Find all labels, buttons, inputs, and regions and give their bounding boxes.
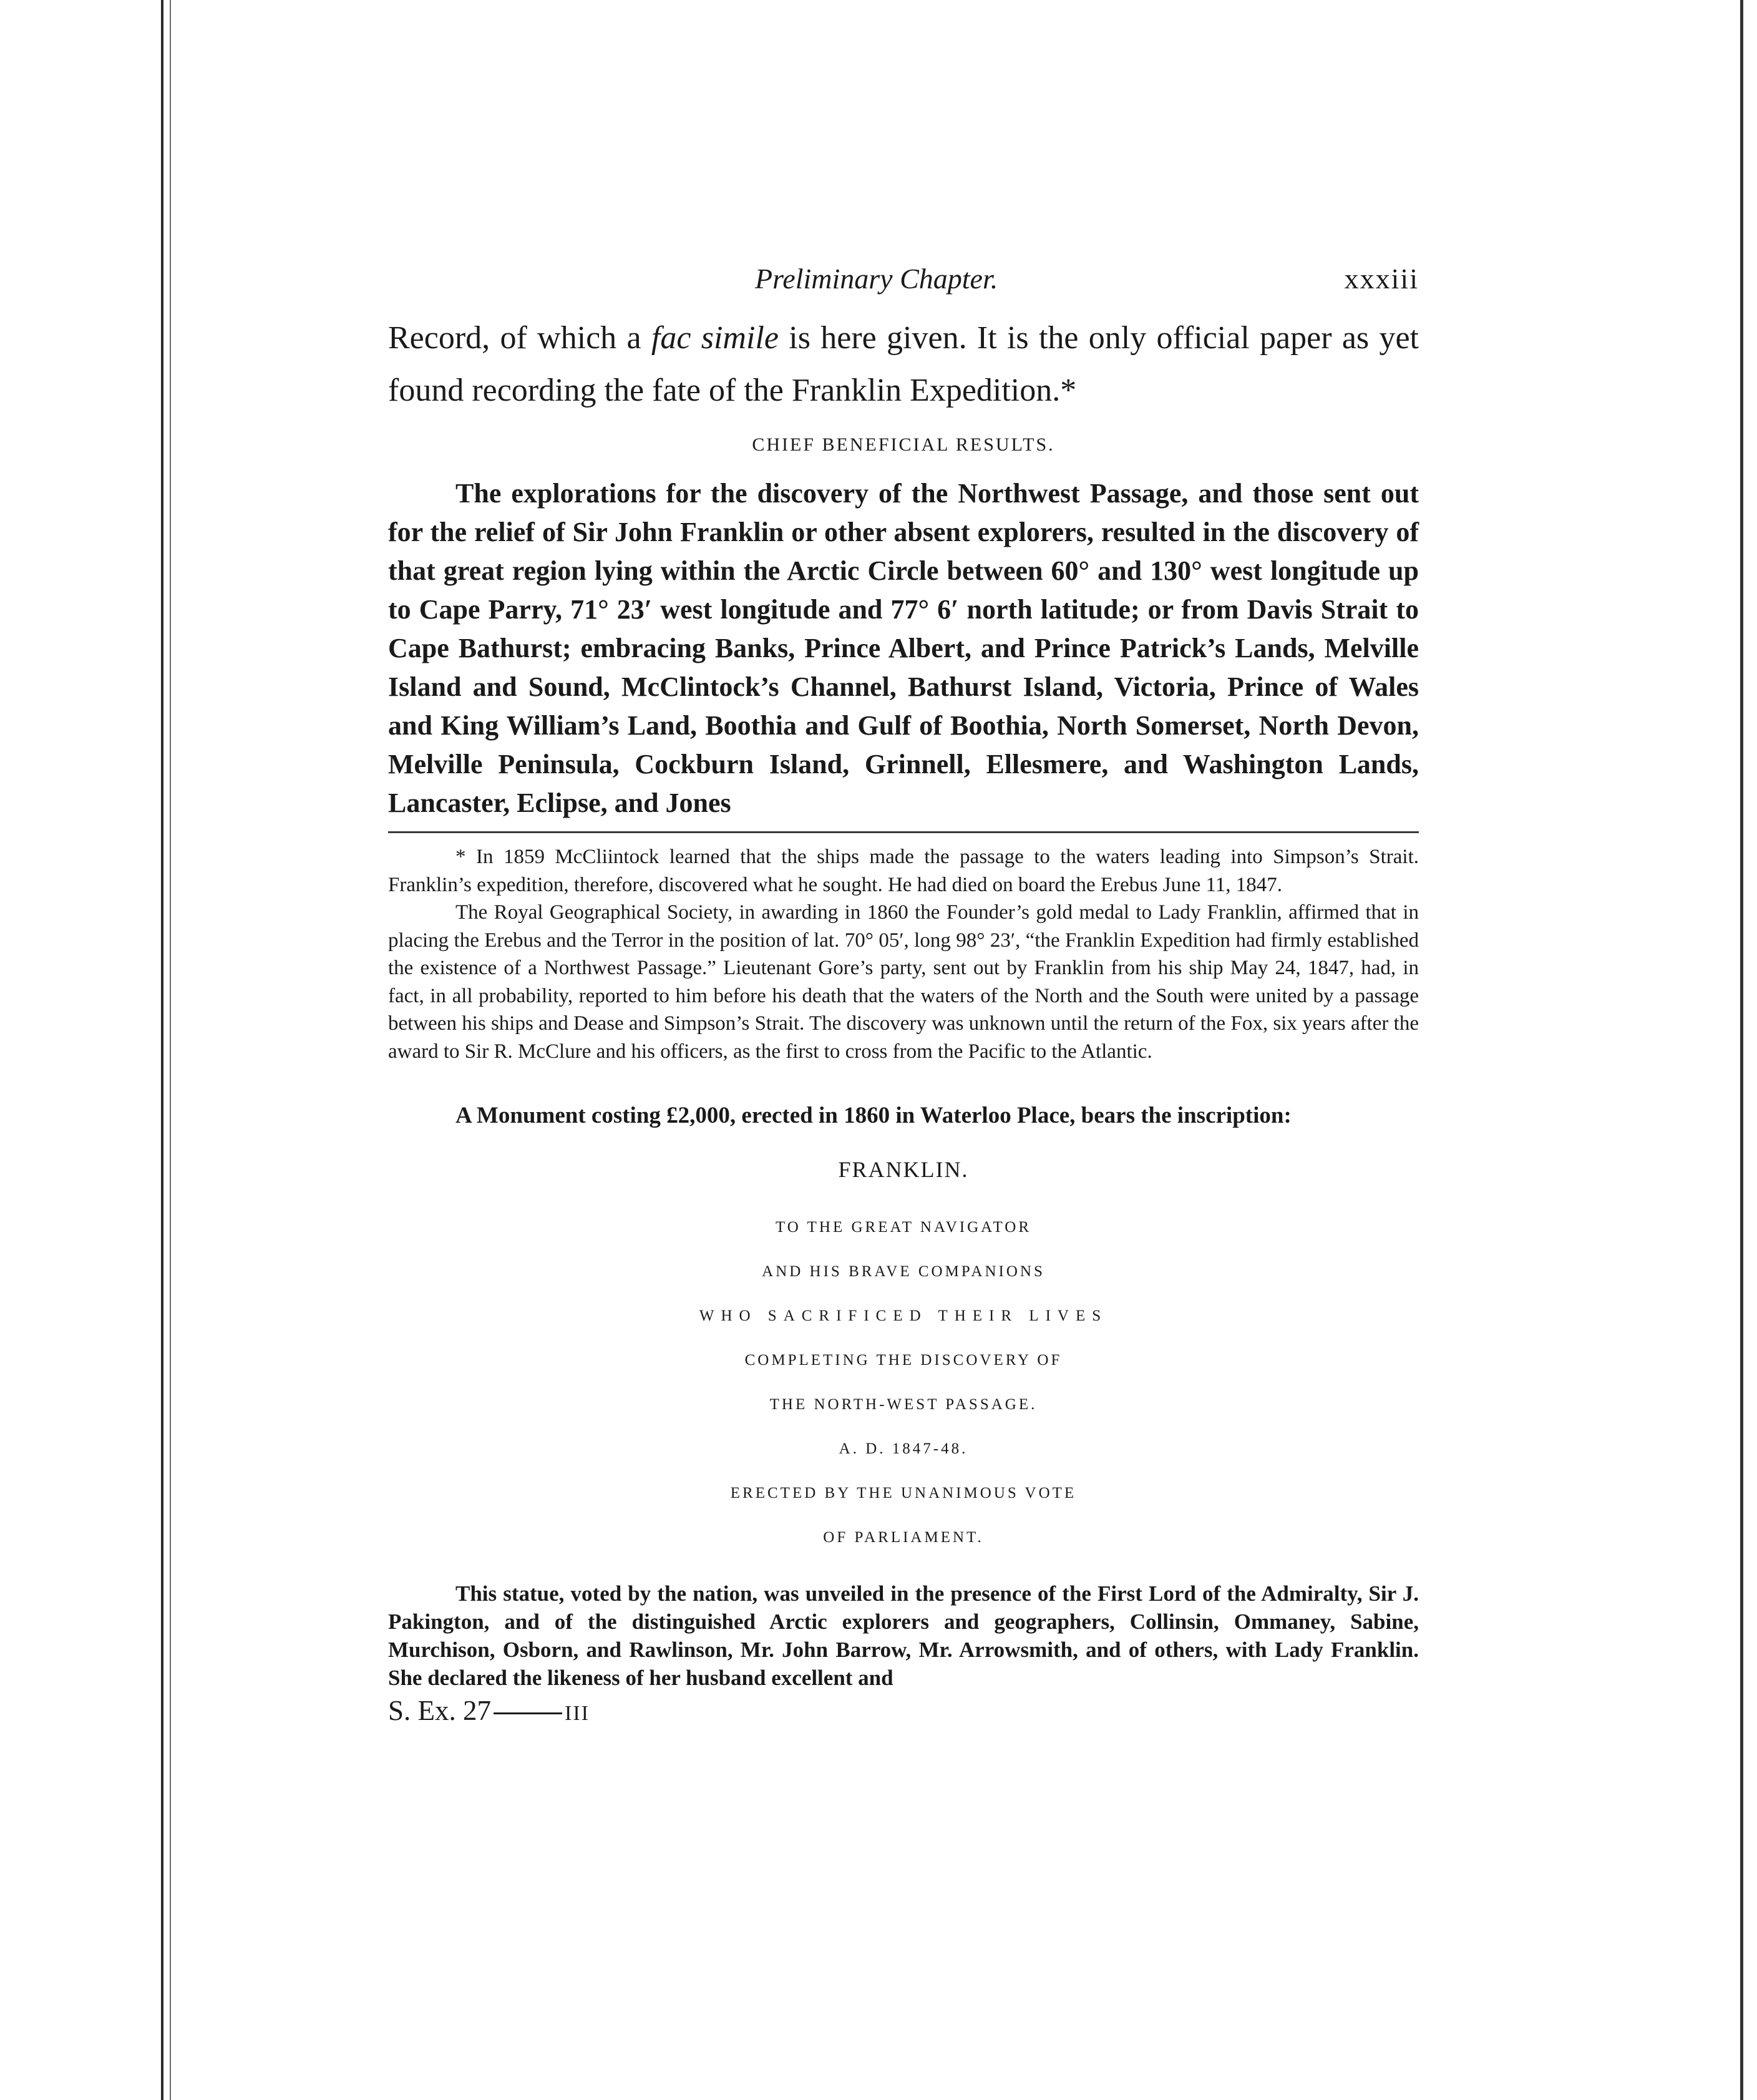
body-paragraph: The explorations for the discovery of the Northwest Passage, and those sent out for the relief of Sir John Franklin or other absent explorers, resulted in the discovery of that great region lying within the Arctic Circle between 60° and 130° west longitude up to Cape Parry, 71° 23′ west longitude and 77° 6′ north latitude; or from Davis Strait to Cape Bathurst; embracing Banks, Prince Albert, and Prince Patrick’s Lands, Melville Island and Sound, McClintock’s Channel, Bathurst Island, Victoria, Prince of Wales and King William’s Land, Boothia and Gulf of Boothia, North Somerset, North Devon, Melville Peninsula, Cockburn Island, Grinnell, Ellesmere, and Washington Lands, Lancaster, Eclipse, and Jones [388,478,1419,818]
lead-text-start: Record, of which a [388,320,651,356]
inscription-line: OF PARLIAMENT. [823,1529,984,1546]
book-page [388,262,1419,1727]
section-heading: CHIEF BENEFICIAL RESULTS. [752,434,1055,455]
scan-binding-edge [161,0,163,2100]
lead-text-end: is here given. It is the only official paper as yet found recording the fate of the Franklin Expedition.* [388,320,1419,408]
footnote-rule [388,831,1419,833]
inscription-line: A. D. 1847-48. [839,1440,968,1457]
signature-mark [388,1694,1419,1727]
inscription [388,1156,1419,1560]
lead-paragraph [388,312,1419,417]
inscription-name: FRANKLIN. [838,1157,969,1182]
inscription-line: ERECTED BY THE UNANIMOUS VOTE [730,1485,1077,1502]
page-number: xxxiii [1344,263,1419,295]
signature-dash [494,1712,562,1714]
signature-suffix: III [565,1702,590,1725]
running-head-title: Preliminary Chapter. [755,263,998,295]
inscription-line: THE NORTH-WEST PASSAGE. [769,1396,1038,1413]
scan-right-edge [1740,0,1743,2100]
inscription-line: AND HIS BRAVE COMPANIONS [762,1263,1045,1280]
monument-intro: A Monument costing £2,000, erected in 1860 in Waterloo Place, bears the inscription: [455,1103,1292,1128]
footnote-1: * In 1859 McCliintock learned that the ships made the passage to the waters leading into Simpson’s Strait. Franklin’s expedition, therefore, discovered what he sought. He had died on board the Erebus June 11, 1847. [388,846,1419,896]
closing-paragraph: This statue, voted by the nation, was unveiled in the presence of the First Lord of the Admiralty, Sir J. Pakington, and of the distinguished Arctic explorers and geographers, Collinsin, Ommaney, Sabine, Murchison, Osborn, and Rawlinson, Mr. John Barrow, Mr. Arrowsmith, and of others, with Lady Franklin. She declared the likeness of her husband excellent and [388,1581,1419,1690]
scan-binding-shadow [170,0,171,2100]
inscription-line: COMPLETING THE DISCOVERY OF [744,1352,1063,1369]
lead-italic-phrase: fac simile [651,320,779,356]
inscription-line: TO THE GREAT NAVIGATOR [775,1219,1032,1236]
footnote-2: The Royal Geographical Society, in awarding in 1860 the Founder’s gold medal to Lady Franklin, affirmed that in placing the Erebus and the Terror in the position of lat. 70° 05′, long 98° 23′, “the Franklin Expedition had firmly established the existence of a Northwest Passage.” Lieutenant Gore’s party, sent out by Franklin from his ship May 24, 1847, had, in fact, in all probability, reported to him before his death that the waters of the North and the South were united by a passage between his ships and Dease and Simpson’s Strait. The discovery was unknown until the return of the Fox, six years after the award to Sir R. McClure and his officers, as the first to cross from the Pacific to the Atlantic. [388,901,1419,1063]
running-head [388,262,1419,312]
signature-prefix: S. Ex. 27 [388,1695,492,1726]
inscription-line: WHO SACRIFICED THEIR LIVES [699,1307,1108,1324]
